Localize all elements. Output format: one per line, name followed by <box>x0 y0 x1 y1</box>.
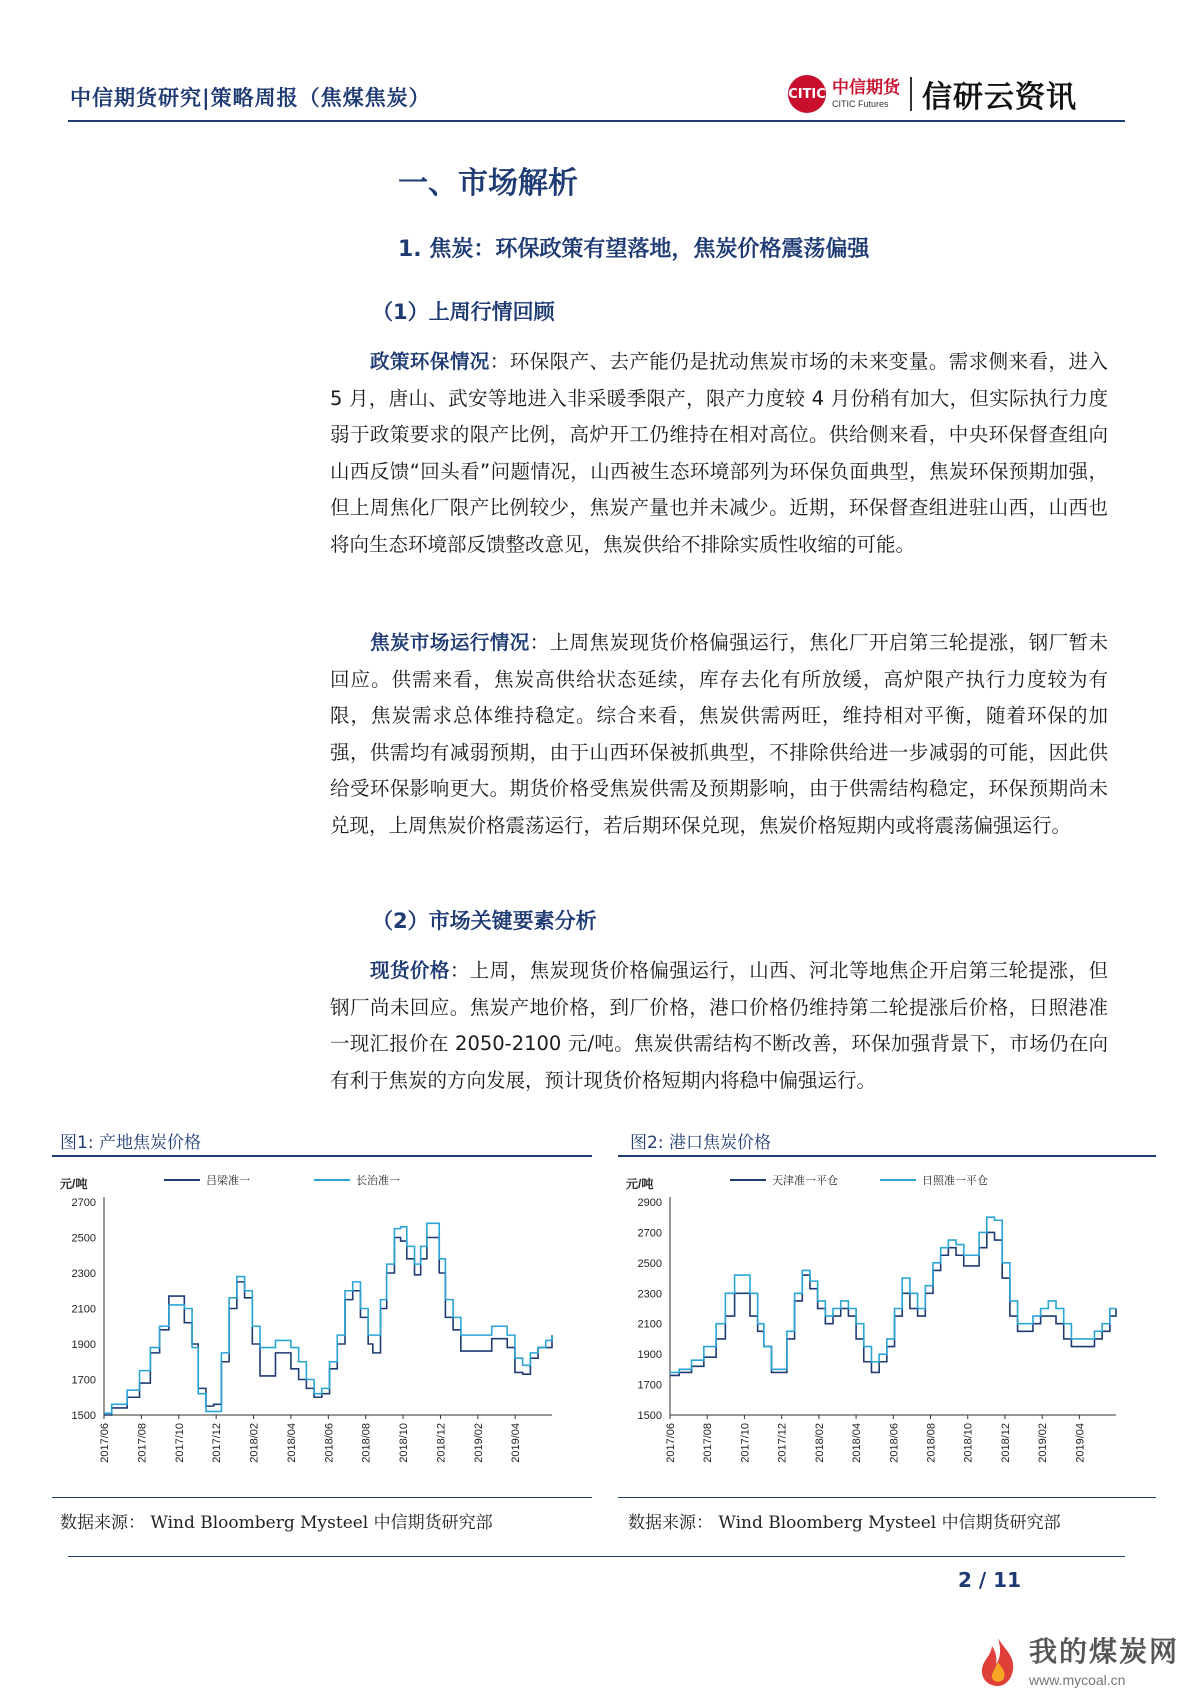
y-tick-label: 2100 <box>71 1303 96 1316</box>
report-header-title: 中信期货研究|策略周报（焦煤焦炭） <box>70 86 431 110</box>
paragraph-text: ：上周，焦炭现货价格偏强运行，山西、河北等地焦企开启第三轮提涨，但钢厂尚未回应。焦炭产地价格，到厂价格，港口价格仍维持第二轮提涨后价格，日照港准一现汇报价在 2050-2100 元/吨。焦炭供需结构不断改善，环保加强背景下，市场仍在向有利于焦炭的方向发展，预计现货价格短期内将稳中偏强运行。 <box>330 959 1108 1092</box>
citic-logo-icon: CITIC <box>788 75 826 113</box>
x-tick-label: 2017/12 <box>776 1423 789 1463</box>
x-tick-label: 2017/10 <box>739 1423 752 1463</box>
footer-rule <box>68 1556 1125 1557</box>
x-tick-label: 2017/08 <box>136 1423 149 1463</box>
header-logo <box>788 72 1077 116</box>
section-title: 一、市场解析 <box>398 166 578 201</box>
x-tick-label: 2017/06 <box>99 1423 111 1463</box>
paragraph-market <box>330 625 1108 844</box>
watermark-url: www.mycoal.cn <box>1029 1672 1126 1688</box>
x-tick-label: 2018/08 <box>925 1423 938 1463</box>
paragraph-spot <box>330 953 1108 1099</box>
legend-label: 吕梁准一 <box>206 1175 250 1187</box>
x-tick-label: 2018/12 <box>435 1423 448 1463</box>
figure-2-source: 数据来源： Wind Bloomberg Mysteel 中信期货研究部 <box>628 1513 1061 1533</box>
figure-1-frame <box>52 1155 592 1498</box>
page-number: 2 / 11 <box>958 1568 1021 1592</box>
y-axis-unit: 元/吨 <box>60 1177 88 1191</box>
y-tick-label: 1500 <box>637 1410 662 1422</box>
x-tick-label: 2017/08 <box>702 1423 715 1463</box>
subsection-review: （1）上周行情回顾 <box>372 300 555 324</box>
x-tick-label: 2018/10 <box>398 1423 411 1463</box>
y-tick-label: 2700 <box>71 1197 96 1209</box>
logo-cn-text: 中信期货 <box>832 77 900 98</box>
y-tick-label: 1900 <box>71 1339 96 1351</box>
x-tick-label: 2019/04 <box>510 1423 523 1463</box>
y-tick-label: 2100 <box>637 1318 662 1331</box>
flame-icon <box>975 1636 1021 1688</box>
y-axis-unit: 元/吨 <box>626 1177 654 1191</box>
x-tick-label: 2018/12 <box>999 1423 1012 1463</box>
y-tick-label: 1700 <box>71 1374 96 1387</box>
x-tick-label: 2017/12 <box>211 1423 224 1463</box>
paragraph-lead: 焦炭市场运行情况 <box>370 631 530 654</box>
brand-name: 信研云资讯 <box>922 80 1077 115</box>
y-tick-label: 2900 <box>637 1197 662 1209</box>
x-tick-label: 2019/04 <box>1074 1423 1087 1463</box>
y-tick-label: 2300 <box>637 1288 662 1301</box>
paragraph-text: ：环保限产、去产能仍是扰动焦炭市场的未来变量。需求侧来看，进入 5 月，唐山、武安等地进入非采暖季限产，限产力度较 4 月份稍有加大，但实际执行力度弱于政策要求的限产比例，高炉开工仍维持在相对高位。供给侧来看，中央环保督查组向山西反馈“回头看”问题情况，山西被生态环境部列为环保负面典型，焦炭环保预期加强，但上周焦化厂限产比例较少，焦炭产量也并未减少。近期，环保督查组进驻山西，山西也将向生态环境部反馈整改意见，焦炭供给不排除实质性收缩的可能。 <box>330 350 1108 556</box>
logo-en-text: CITIC Futures <box>832 98 889 109</box>
subsection-factors: （2）市场关键要素分析 <box>372 909 597 933</box>
legend-label: 长治准一 <box>356 1175 400 1187</box>
y-tick-label: 2500 <box>71 1232 96 1245</box>
coke-origin-price-chart <box>52 1157 592 1495</box>
x-tick-label: 2018/08 <box>360 1423 373 1463</box>
watermark <box>975 1630 1179 1688</box>
figure-2-frame <box>618 1155 1156 1498</box>
x-tick-label: 2018/02 <box>248 1423 261 1463</box>
coke-port-price-chart <box>618 1157 1156 1495</box>
paragraph-lead: 政策环保情况 <box>370 350 490 373</box>
y-tick-label: 1700 <box>637 1379 662 1392</box>
y-tick-label: 2500 <box>637 1257 662 1270</box>
x-tick-label: 2018/02 <box>813 1423 826 1463</box>
legend-label: 日照准一平仓 <box>922 1175 988 1187</box>
series-line-secondary <box>670 1217 1116 1372</box>
figure-1-title: 图1: 产地焦炭价格 <box>60 1133 201 1153</box>
section-subtitle: 1. 焦炭：环保政策有望落地，焦炭价格震荡偏强 <box>398 237 870 262</box>
x-tick-label: 2018/06 <box>323 1423 336 1463</box>
y-tick-label: 1500 <box>71 1410 96 1422</box>
legend-label: 天津准一平仓 <box>772 1175 838 1187</box>
paragraph-lead: 现货价格 <box>370 959 450 982</box>
x-tick-label: 2018/10 <box>962 1423 975 1463</box>
paragraph-policy <box>330 344 1108 563</box>
header-rule <box>68 120 1125 122</box>
y-tick-label: 2700 <box>637 1227 662 1240</box>
y-tick-label: 1900 <box>637 1349 662 1362</box>
x-tick-label: 2019/02 <box>472 1423 485 1463</box>
x-tick-label: 2019/02 <box>1037 1423 1050 1463</box>
paragraph-text: ：上周焦炭现货价格偏强运行，焦化厂开启第三轮提涨，钢厂暂未回应。供需来看，焦炭高供给状态延续，库存去化有所放缓，高炉限产执行力度较为有限，焦炭需求总体维持稳定。综合来看，焦炭供需两旺，维持相对平衡，随着环保的加强，供需均有减弱预期，由于山西环保被抓典型，不排除供给进一步减弱的可能，因此供给受环保影响更大。期货价格受焦炭供需及预期影响，由于供需结构稳定，环保预期尚未兑现，上周焦炭价格震荡运行，若后期环保兑现，焦炭价格短期内或将震荡偏强运行。 <box>330 631 1108 837</box>
x-tick-label: 2017/10 <box>173 1423 186 1463</box>
x-tick-label: 2018/06 <box>888 1423 901 1463</box>
x-tick-label: 2018/04 <box>285 1423 298 1463</box>
series-line-secondary <box>104 1223 552 1413</box>
x-tick-label: 2018/04 <box>851 1423 864 1463</box>
x-tick-label: 2017/06 <box>665 1423 677 1463</box>
figure-2-title: 图2: 港口焦炭价格 <box>630 1133 771 1153</box>
logo-divider <box>910 77 912 111</box>
watermark-site-name: 我的煤炭网 <box>1029 1635 1180 1668</box>
y-tick-label: 2300 <box>71 1268 96 1280</box>
figure-1-source: 数据来源： Wind Bloomberg Mysteel 中信期货研究部 <box>60 1513 493 1533</box>
